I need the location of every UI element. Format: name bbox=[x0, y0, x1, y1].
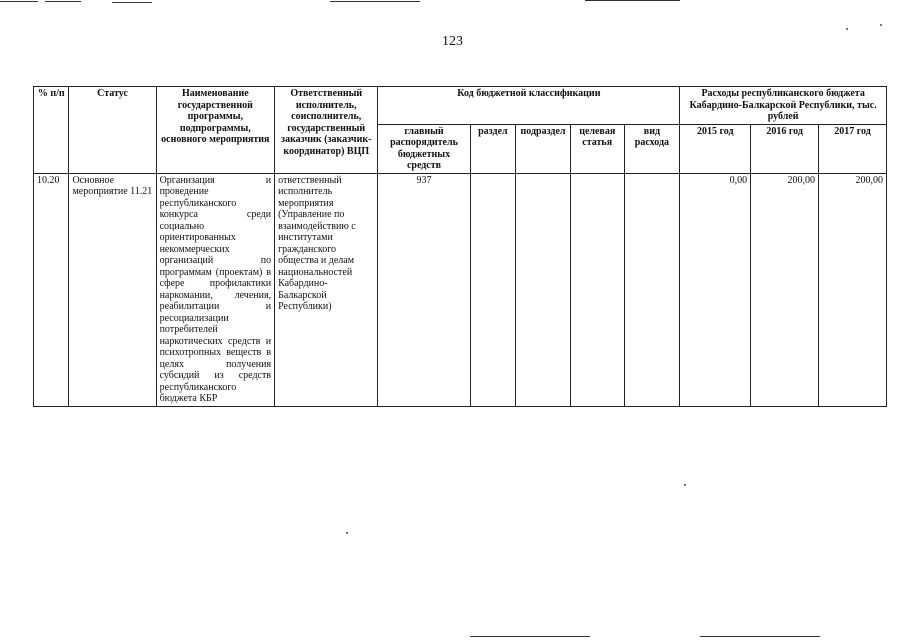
scan-line bbox=[112, 2, 152, 3]
speck bbox=[846, 28, 848, 30]
scan-line bbox=[0, 1, 38, 2]
cell-2016: 200,00 bbox=[751, 173, 819, 406]
cell-2017: 200,00 bbox=[819, 173, 887, 406]
budget-table bbox=[33, 86, 887, 407]
header-expenses-group: Расходы республиканского бюджета Кабардино-Балкарской Республики, тыс. рублей bbox=[680, 87, 887, 125]
header-target-article: целевая статья bbox=[570, 124, 624, 173]
cell-subsection bbox=[516, 173, 571, 406]
header-num: % п/п bbox=[34, 87, 69, 174]
scan-line bbox=[470, 636, 590, 637]
cell-expense-type bbox=[624, 173, 680, 406]
cell-num: 10.20 bbox=[34, 173, 69, 406]
header-row-top bbox=[34, 87, 887, 125]
header-year-2016: 2016 год bbox=[751, 124, 819, 173]
header-responsible: Ответственный исполнитель, соисполнитель, государственный заказчик (заказчик-координатор) ВЦП bbox=[275, 87, 378, 174]
cell-2015: 0,00 bbox=[680, 173, 751, 406]
header-year-2017: 2017 год bbox=[819, 124, 887, 173]
cell-section bbox=[470, 173, 516, 406]
header-status: Статус bbox=[69, 87, 156, 174]
scan-line bbox=[585, 0, 680, 1]
header-section: раздел bbox=[470, 124, 516, 173]
speck bbox=[684, 484, 686, 486]
cell-main-manager: 937 bbox=[378, 173, 470, 406]
speck bbox=[346, 532, 348, 534]
cell-name: Организация и проведение республиканского конкурса среди социально ориентированных некоммерческих организаций по программам (проектам) в сфере профилактики наркомании, лечения, реабилитации и ресоциализации потребителей наркотических средств и психотропных веществ в целях получения субсидий из средств республиканского бюджета КБР bbox=[156, 173, 275, 406]
table-row bbox=[34, 173, 887, 406]
header-main-manager: главный распорядитель бюджетных средств bbox=[378, 124, 470, 173]
scan-line bbox=[330, 1, 420, 2]
page-number: 123 bbox=[442, 34, 463, 49]
scan-line bbox=[45, 1, 81, 2]
header-subsection: подраздел bbox=[516, 124, 571, 173]
scan-line bbox=[700, 636, 820, 637]
header-budget-code-group: Код бюджетной классификации bbox=[378, 87, 680, 125]
header-year-2015: 2015 год bbox=[680, 124, 751, 173]
cell-target-article bbox=[570, 173, 624, 406]
cell-status: Основное мероприятие 11.21 bbox=[69, 173, 156, 406]
header-name: Наименование государственной программы, подпрограммы, основного мероприятия bbox=[156, 87, 275, 174]
header-expense-type: вид расхода bbox=[624, 124, 680, 173]
speck bbox=[880, 24, 882, 26]
cell-responsible: ответственный исполнитель мероприятия (Управление по взаимодействию с институтами гражданского общества и делам национальностей Кабардино-Балкарской Республики) bbox=[275, 173, 378, 406]
